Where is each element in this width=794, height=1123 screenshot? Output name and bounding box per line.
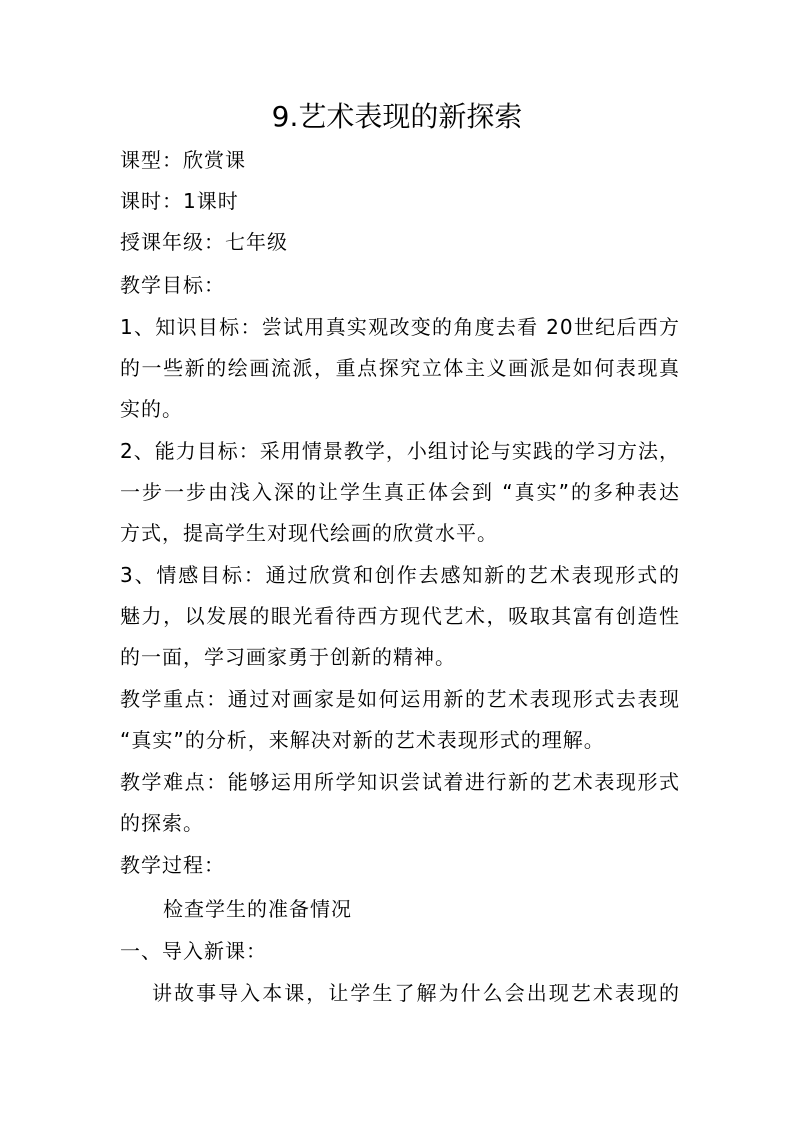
text-line: 教学目标： bbox=[120, 273, 225, 297]
text-line: 实的。 bbox=[120, 397, 183, 421]
text-line: “真实”的分析，来解决对新的艺术表现形式的理解。 bbox=[120, 728, 605, 752]
text-line: 的探索。 bbox=[120, 811, 204, 835]
text-line: 教学过程： bbox=[120, 853, 225, 877]
text-line: 一步一步由浅入深的让学生真正体会到 “真实”的多种表达 bbox=[120, 480, 680, 504]
text-line: 检查学生的准备情况 bbox=[163, 897, 352, 921]
text-line: 2、能力目标：采用情景教学，小组讨论与实践的学习方法， bbox=[120, 439, 680, 463]
text-line: 教学重点：通过对画家是如何运用新的艺术表现形式去表现 bbox=[120, 687, 680, 711]
text-line: 魅力，以发展的眼光看待西方现代艺术，吸取其富有创造性 bbox=[120, 604, 680, 628]
text-line: 课型：欣赏课 bbox=[120, 148, 246, 172]
text-line: 一、导入新课： bbox=[120, 939, 267, 963]
text-line: 3、情感目标：通过欣赏和创作去感知新的艺术表现形式的 bbox=[120, 563, 680, 587]
text-line: 课时：1课时 bbox=[120, 189, 239, 213]
text-line: 的一面，学习画家勇于创新的精神。 bbox=[120, 645, 456, 669]
document-title: 9.艺术表现的新探索 bbox=[271, 100, 523, 133]
text-line: 1、知识目标：尝试用真实观改变的角度去看 20世纪后西方 bbox=[120, 315, 680, 339]
text-line: 的一些新的绘画流派，重点探究立体主义画派是如何表现真 bbox=[120, 356, 680, 380]
text-line: 授课年级：七年级 bbox=[120, 230, 288, 254]
text-line: 讲故事导入本课，让学生了解为什么会出现艺术表现的 bbox=[152, 981, 680, 1005]
text-line: 教学难点：能够运用所学知识尝试着进行新的艺术表现形式 bbox=[120, 770, 680, 794]
text-line: 方式，提高学生对现代绘画的欣赏水平。 bbox=[120, 521, 498, 545]
